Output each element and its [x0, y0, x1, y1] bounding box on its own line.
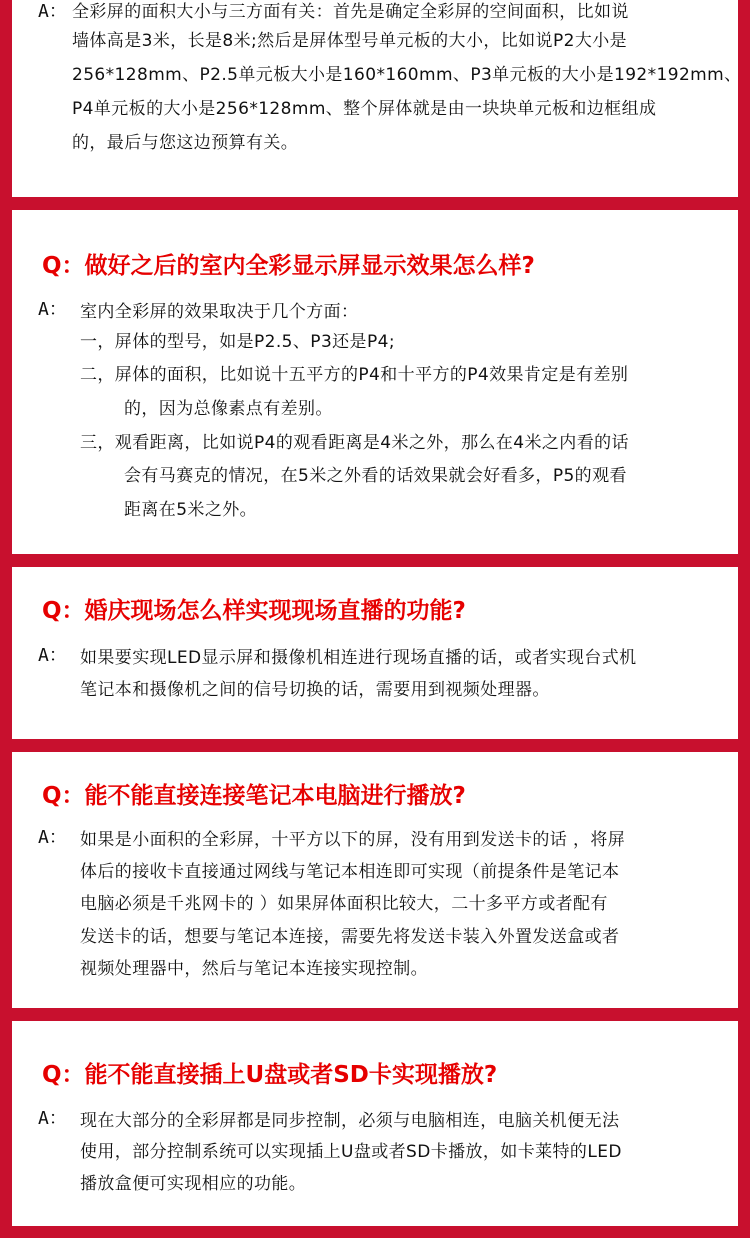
- answer-line: 会有马赛克的情况，在5米之外看的话效果就会好看多，P5的观看: [124, 466, 627, 486]
- answer-line: 的，因为总像素点有差别。: [124, 399, 333, 419]
- answer-line: 如果是小面积的全彩屏，十平方以下的屏，没有用到发送卡的话 ，将屏: [80, 830, 626, 850]
- faq-card-2: [12, 210, 738, 554]
- answer-line: 三，观看距离，比如说P4的观看距离是4米之外，那么在4米之内看的话: [80, 433, 629, 453]
- answer-line: 室内全彩屏的效果取决于几个方面：: [80, 302, 359, 322]
- faq-card-3: [12, 567, 738, 739]
- answer-line: 电脑必须是千兆网卡的 ）如果屏体面积比较大，二十多平方或者配有: [80, 894, 608, 914]
- answer-line: 256*128mm、P2.5单元板大小是160*160mm、P3单元板的大小是192*192mm、: [72, 65, 742, 85]
- question-heading: Q：做好之后的室内全彩显示屏显示效果怎么样?: [42, 253, 535, 279]
- answer-line: 播放盒便可实现相应的功能。: [80, 1174, 307, 1194]
- answer-line: P4单元板的大小是256*128mm、整个屏体就是由一块块单元板和边框组成: [72, 99, 657, 119]
- answer-line: 如果要实现LED显示屏和摄像机相连进行现场直播的话，或者实现台式机: [80, 648, 637, 668]
- answer-label: A：: [38, 827, 67, 848]
- question-heading: Q：能不能直接插上U盘或者SD卡实现播放?: [42, 1062, 498, 1088]
- answer-line: 笔记本和摄像机之间的信号切换的话，需要用到视频处理器。: [80, 680, 550, 700]
- answer-line: 体后的接收卡直接通过网线与笔记本相连即可实现（前提条件是笔记本: [80, 862, 620, 882]
- answer-line: 发送卡的话，想要与笔记本连接，需要先将发送卡装入外置发送盒或者: [80, 927, 620, 947]
- answer-line: 全彩屏的面积大小与三方面有关：首先是确定全彩屏的空间面积，比如说: [72, 2, 629, 22]
- answer-line: 现在大部分的全彩屏都是同步控制，必须与电脑相连，电脑关机便无法: [80, 1111, 620, 1131]
- question-heading: Q：婚庆现场怎么样实现现场直播的功能?: [42, 598, 466, 624]
- answer-line: 墙体高是3米，长是8米;然后是屏体型号单元板的大小，比如说P2大小是: [72, 31, 628, 51]
- question-heading: Q：能不能直接连接笔记本电脑进行播放?: [42, 783, 466, 809]
- answer-line: 视频处理器中，然后与笔记本连接实现控制。: [80, 959, 428, 979]
- faq-card-4: [12, 752, 738, 1008]
- answer-label: A：: [38, 299, 67, 320]
- answer-line: 的，最后与您这边预算有关。: [72, 133, 299, 153]
- answer-line: 一，屏体的型号，如是P2.5、P3还是P4;: [80, 332, 395, 352]
- answer-label: A：: [38, 1, 67, 22]
- answer-label: A：: [38, 1108, 67, 1129]
- answer-line: 二，屏体的面积，比如说十五平方的P4和十平方的P4效果肯定是有差别: [80, 365, 629, 385]
- faq-card-1: [12, 0, 742, 197]
- answer-line: 距离在5米之外。: [124, 500, 258, 520]
- answer-line: 使用，部分控制系统可以实现插上U盘或者SD卡播放，如卡莱特的LED: [80, 1142, 622, 1162]
- answer-label: A：: [38, 645, 67, 666]
- faq-card-5: [12, 1021, 738, 1226]
